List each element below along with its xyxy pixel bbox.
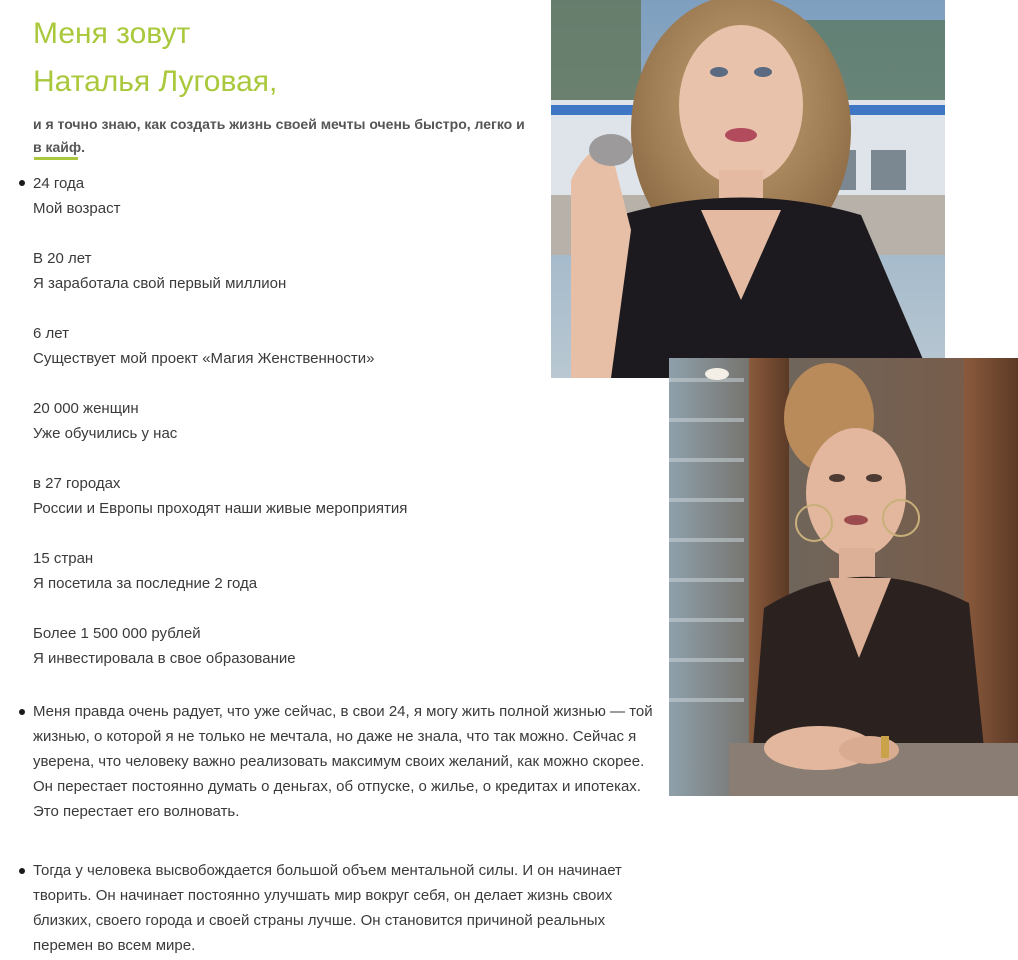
fact-value: 20 000 женщин xyxy=(33,400,139,417)
title-line-2: Наталья Луговая, xyxy=(33,65,278,98)
paragraph-dream-life: Меня правда очень радует, что уже сейчас, в свои 24, я могу жить полной жизнью — той жизнью, о которой я не только не мечтала, но даже не знала, что так можно. Сейчас я уверена, что человеку важно реализовать максимум своих желаний, как можно скорее. Он перестает постоянно думать о деньгах, об отпуске, о жилье, о кредитах и ипотеках. Это перестает его волновать. xyxy=(33,703,653,820)
fact-desc: Уже обучились у нас xyxy=(33,425,178,442)
portrait-photo-2-image xyxy=(669,358,1018,796)
fact-item xyxy=(33,621,573,671)
fact-desc: России и Европы проходят наши живые мероприятия xyxy=(33,500,408,517)
tagline-underline xyxy=(34,157,78,160)
fact-value: В 20 лет xyxy=(33,250,92,267)
fact-desc: Я инвестировала в свое образование xyxy=(33,650,296,667)
fact-value: в 27 городах xyxy=(33,475,121,492)
fact-item xyxy=(33,396,573,446)
bullet-dot xyxy=(19,868,25,874)
paragraph-mental-force: Тогда у человека высвобождается большой объем ментальной силы. И он начинает творить. Он начинает постоянно улучшать мир вокруг себя, он делает жизнь своих близких, своего города и своей страны лучше. Он становится причиной реальных перемен во всем мире. xyxy=(33,862,622,954)
fact-item xyxy=(33,546,573,596)
bullet-dot xyxy=(19,709,25,715)
portrait-photo-1 xyxy=(551,0,945,378)
portrait-photo-2 xyxy=(669,358,1018,796)
fact-value: 6 лет xyxy=(33,325,69,342)
fact-item xyxy=(33,171,573,221)
fact-item xyxy=(33,321,573,371)
tagline: и я точно знаю, как создать жизнь своей мечты очень быстро, легко и в кайф. xyxy=(33,116,525,155)
fact-value: 24 года xyxy=(33,175,85,192)
title-line-1: Меня зовут xyxy=(33,17,191,50)
fact-desc: Я посетила за последние 2 года xyxy=(33,575,258,592)
fact-value: Более 1 500 000 рублей xyxy=(33,625,201,642)
fact-item xyxy=(33,471,573,521)
bullet-dot xyxy=(19,180,25,186)
portrait-photo-1-image xyxy=(551,0,945,378)
fact-value: 15 стран xyxy=(33,550,94,567)
fact-desc: Существует мой проект «Магия Женственности» xyxy=(33,350,375,367)
facts-list xyxy=(33,171,573,671)
page-title xyxy=(33,10,277,106)
fact-desc: Мой возраст xyxy=(33,200,121,217)
fact-desc: Я заработала свой первый миллион xyxy=(33,275,287,292)
fact-item xyxy=(33,246,573,296)
